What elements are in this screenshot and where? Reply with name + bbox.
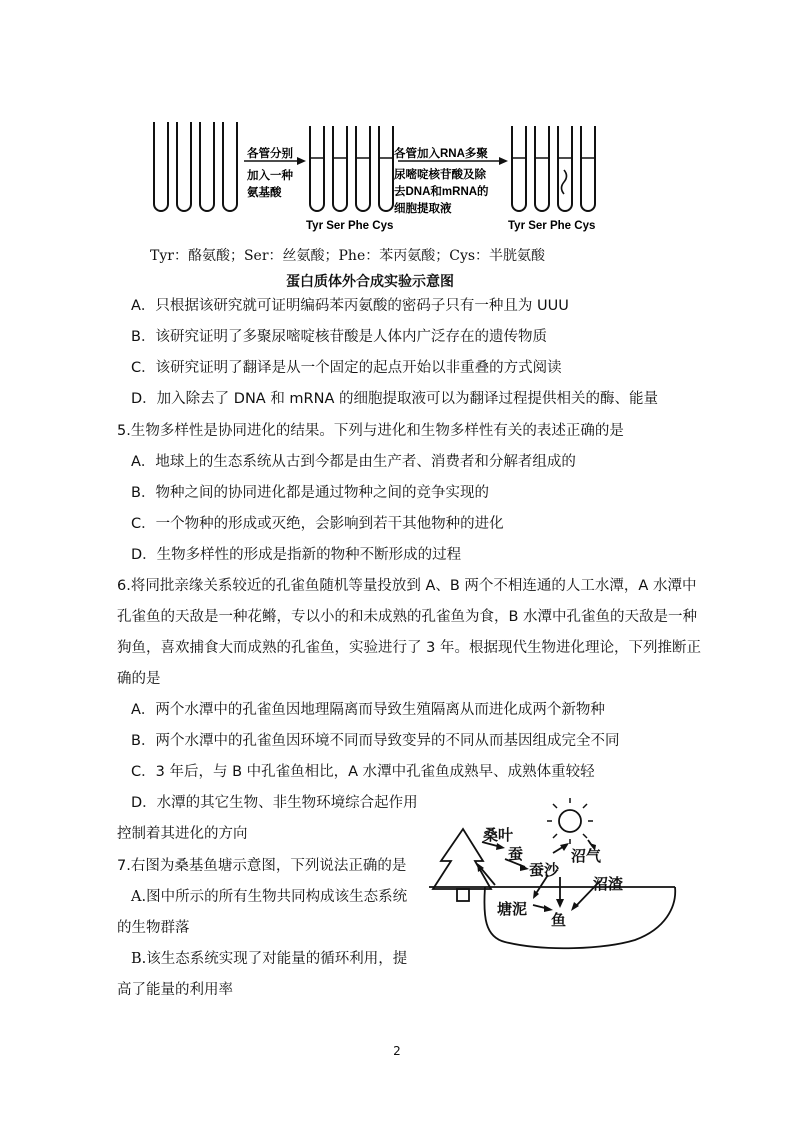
label-biogas: 沼气 [571,847,602,865]
q6-stem-line2: 孔雀鱼的天敌是一种花鳉，专以小的和未成熟的孔雀鱼为食，B 水潭中孔雀鱼的天敌是一种 [117,609,698,625]
figure1-caption: 蛋白质体外合成实验示意图 [286,274,454,290]
step2-line2: 尿嘧啶核苷酸及除 [394,169,486,181]
q7-stem: 7.右图为桑基鱼塘示意图，下列说法正确的是 [117,858,407,874]
label-pond-mud: 塘泥 [497,900,528,918]
q4-option-b: B．该研究证明了多聚尿嘧啶核苷酸是人体内广泛存在的遗传物质 [131,329,547,345]
protein-synthesis-figure [150,112,620,237]
q4-option-c: C．该研究证明了翻译是从一个固定的起点开始以非重叠的方式阅读 [131,360,562,376]
label-silkworm-waste: 蚕沙 [529,861,560,879]
label-fish: 鱼 [551,911,567,929]
label-mulberry: 桑叶 [483,826,514,844]
q4-option-a: A．只根据该研究就可证明编码苯丙氨酸的密码子只有一种且为 UUU [131,298,569,314]
figure1-legend: Tyr：酪氨酸；Ser：丝氨酸；Phe：苯丙氨酸；Cys：半胱氨酸 [150,248,546,264]
q6-stem-line4: 确的是 [117,671,161,687]
q7-option-b-line2: 高了能量的利用率 [117,982,233,998]
step2-line1: 各管加入RNA多聚 [394,148,488,160]
label-residue: 沼渣 [593,875,624,893]
test-tube [223,122,237,211]
q7-option-b-line1: B.该生态系统实现了对能量的循环利用，提 [131,951,408,967]
step1-line3: 氨基酸 [247,187,282,199]
q6-stem-line1: 6.将同批亲缘关系较近的孔雀鱼随机等量投放到 A、B 两个不相连通的人工水潭，A 水潭中 [117,578,697,594]
tube-labels-middle: Tyr Ser Phe Cys [306,220,394,232]
q6-option-b: B．两个水潭中的孔雀鱼因环境不同而导致变异的不同从而基因组成完全不同 [131,733,620,749]
page-number: 2 [393,1044,401,1058]
tube-labels-right: Tyr Ser Phe Cys [508,220,596,232]
q6-option-a: A．两个水潭中的孔雀鱼因地理隔离而导致生殖隔离从而进化成两个新物种 [131,702,605,718]
fish-pond-figure [425,797,685,972]
q4-option-d: D．加入除去了 DNA 和 mRNA 的细胞提取液可以为翻译过程提供相关的酶、能量 [131,391,658,407]
test-tube [154,122,168,211]
step1-line1: 各管分别 [247,148,293,160]
q5-option-c: C．一个物种的形成或灭绝，会影响到若干其他物种的进化 [131,516,504,532]
q6-stem-line3: 狗鱼，喜欢捕食大而成熟的孔雀鱼，实验进行了 3 年。根据现代生物进化理论，下列推断正 [117,640,701,656]
q5-option-d: D．生物多样性的形成是指新的物种不断形成的过程 [131,547,462,563]
q5-option-a: A．地球上的生态系统从古到今都是由生产者、消费者和分解者组成的 [131,454,576,470]
q6-option-c: C．3 年后，与 B 中孔雀鱼相比，A 水潭中孔雀鱼成熟早、成熟体重较轻 [131,764,595,780]
test-tube [177,122,191,211]
test-tube [200,122,214,211]
step2-line4: 细胞提取液 [394,203,452,215]
sun-icon [559,810,581,832]
q6-option-d-line2: 控制着其进化的方向 [117,826,248,842]
step2-line3: 去DNA和mRNA的 [394,186,489,198]
q7-option-a-line1: A.图中所示的所有生物共同构成该生态系统 [131,889,408,905]
label-silkworm: 蚕 [508,845,524,863]
q5-stem: 5.生物多样性是协同进化的结果。下列与进化和生物多样性有关的表述正确的是 [117,423,624,439]
q6-option-d-line1: D．水潭的其它生物、非生物环境综合起作用 [131,795,418,811]
step1-line2: 加入一种 [247,170,293,182]
q7-option-a-line2: 的生物群落 [117,920,190,936]
q5-option-b: B．物种之间的协同进化都是通过物种之间的竞争实现的 [131,485,489,501]
